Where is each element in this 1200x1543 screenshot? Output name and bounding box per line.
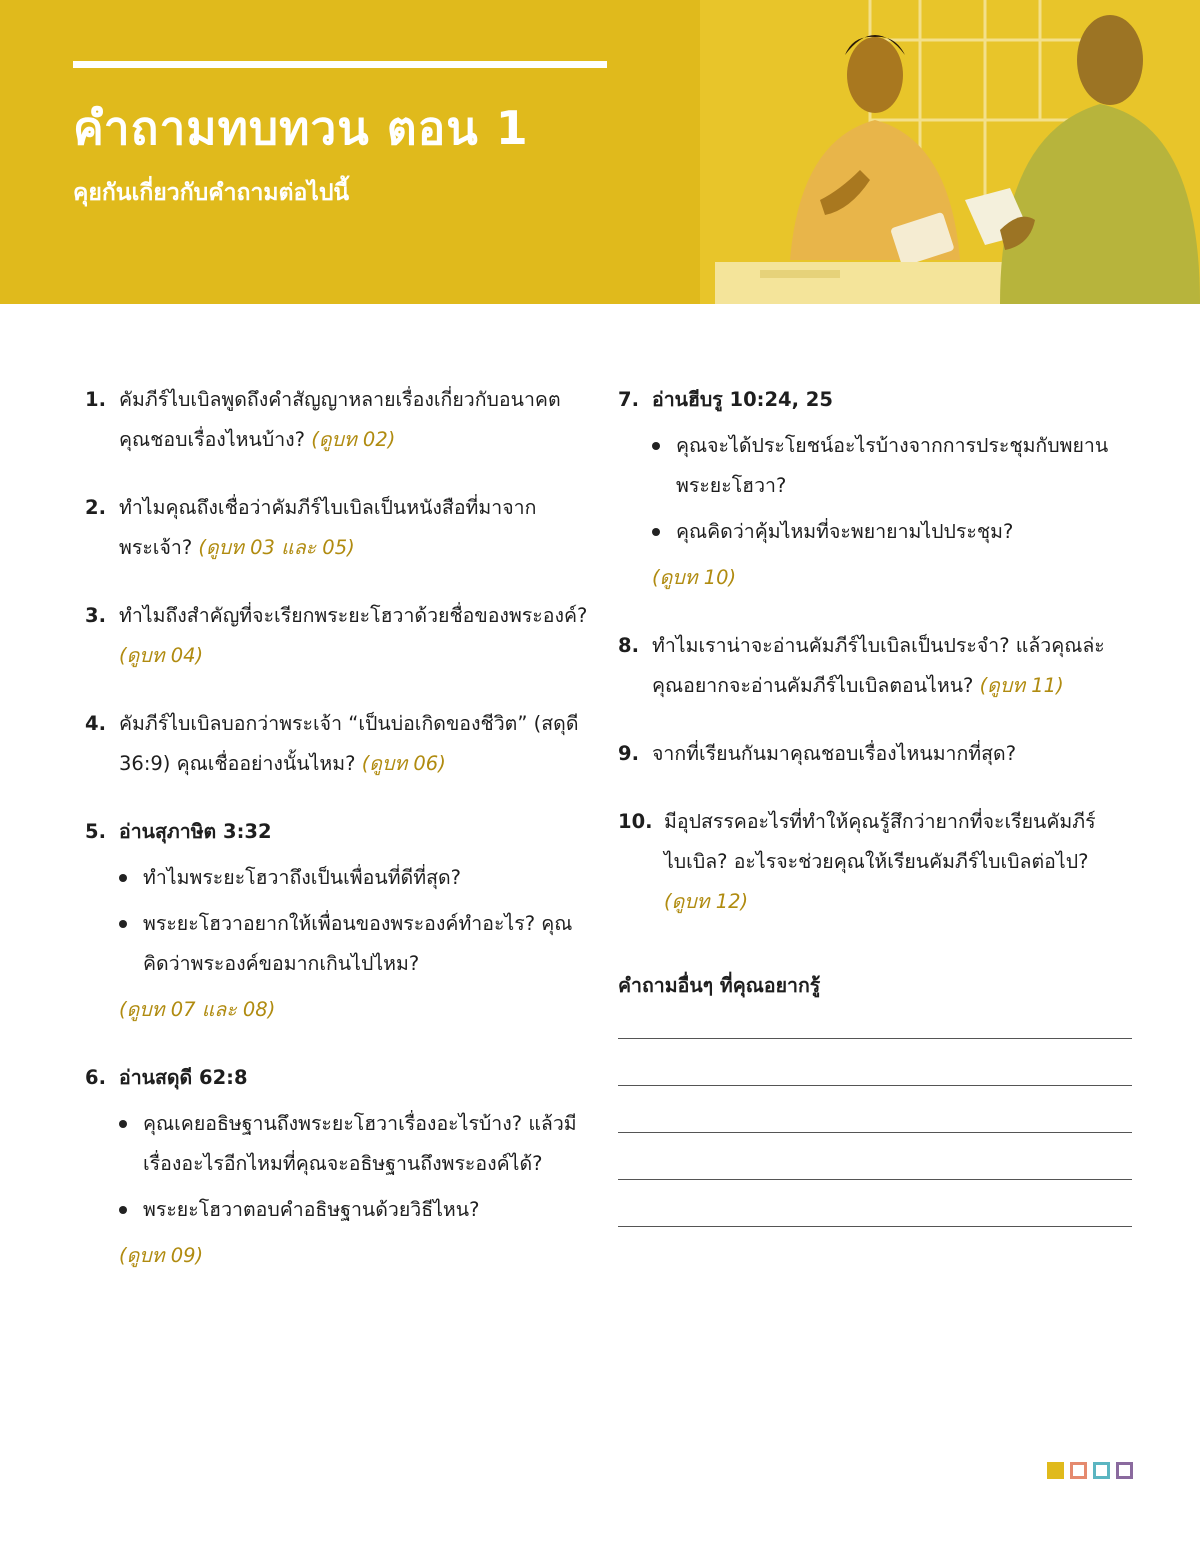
bullet-item: คุณเคยอธิษฐานถึงพระยะโฮวาเรื่องอะไรบ้าง? แล้วมีเรื่องอะไรอีกไหมที่คุณจะอธิษฐานถึงพระองค์ได้? [119, 1104, 595, 1184]
question-number: 9. [618, 742, 639, 765]
question-10 [618, 802, 1138, 922]
question-9 [618, 734, 1138, 774]
bullet-item: พระยะโฮวาอยากให้เพื่อนของพระองค์ทำอะไร? คุณคิดว่าพระองค์ขอมากเกินไปไหม? [119, 904, 595, 984]
question-number: 3. [85, 604, 106, 627]
question-number: 8. [618, 634, 639, 657]
question-number: 7. [618, 388, 639, 411]
question-number: 5. [85, 820, 106, 843]
answer-line[interactable] [618, 1085, 1132, 1086]
chapter-reference: (ดูบท 02) [311, 428, 396, 451]
answer-line[interactable] [618, 1226, 1132, 1227]
question-text: ทำไมเราน่าจะอ่านคัมภีร์ไบเบิลเป็นประจำ? แล้วคุณล่ะ คุณอยากจะอ่านคัมภีร์ไบเบิลตอนไหน? [652, 634, 1105, 697]
question-text: จากที่เรียนกันมาคุณชอบเรื่องไหนมากที่สุด? [652, 742, 1017, 765]
footer-square [1093, 1462, 1110, 1479]
bullet-list [652, 426, 1138, 552]
footer-color-squares [1047, 1462, 1133, 1479]
bullet-item: ทำไมพระยะโฮวาถึงเป็นเพื่อนที่ดีที่สุด? [119, 858, 595, 898]
questions-right-column [618, 380, 1138, 1227]
question-text: คัมภีร์ไบเบิลบอกว่าพระเจ้า “เป็นบ่อเกิดของชีวิต” (สดุดี 36:9) คุณเชื่ออย่างนั้นไหม? [119, 712, 579, 775]
footer-square [1047, 1462, 1064, 1479]
question-number: 6. [85, 1066, 106, 1089]
question-6 [85, 1058, 595, 1276]
question-number: 1. [85, 388, 106, 411]
chapter-reference: (ดูบท 06) [361, 752, 446, 775]
question-8 [618, 626, 1138, 706]
bullet-list [119, 858, 595, 984]
questions-left-column [85, 380, 595, 1276]
question-heading: อ่านสดุดี 62:8 [119, 1066, 248, 1089]
bullet-item: พระยะโฮวาตอบคำอธิษฐานด้วยวิธีไหน? [119, 1190, 595, 1230]
chapter-reference: (ดูบท 03 และ 05) [198, 536, 355, 559]
other-questions-heading: คำถามอื่นๆ ที่คุณอยากรู้ [618, 974, 821, 997]
answer-line[interactable] [618, 1179, 1132, 1180]
page-title: คำถามทบทวน ตอน 1 [73, 101, 529, 155]
study-illustration [700, 0, 1200, 304]
question-text: ทำไมคุณถึงเชื่อว่าคัมภีร์ไบเบิลเป็นหนังสือที่มาจากพระเจ้า? [119, 496, 537, 559]
footer-square [1116, 1462, 1133, 1479]
chapter-reference: (ดูบท 10) [652, 566, 737, 589]
question-text: มีอุปสรรคอะไรที่ทำให้คุณรู้สึกว่ายากที่จะเรียนคัมภีร์ไบเบิล? อะไรจะช่วยคุณให้เรียนคัมภีร์ไบเบิลต่อไป? [664, 810, 1096, 873]
question-4 [85, 704, 595, 784]
chapter-reference: (ดูบท 12) [664, 890, 749, 913]
bullet-item: คุณคิดว่าคุ้มไหมที่จะพยายามไปประชุม? [652, 512, 1138, 552]
header-banner [0, 0, 1200, 304]
bullet-item: คุณจะได้ประโยชน์อะไรบ้างจากการประชุมกับพยานพระยะโฮวา? [652, 426, 1138, 506]
chapter-reference: (ดูบท 11) [979, 674, 1064, 697]
header-rule [73, 61, 607, 68]
question-5 [85, 812, 595, 1030]
question-text: คัมภีร์ไบเบิลพูดถึงคำสัญญาหลายเรื่องเกี่ยวกับอนาคต คุณชอบเรื่องไหนบ้าง? [119, 388, 561, 451]
chapter-reference: (ดูบท 04) [119, 644, 204, 667]
question-7 [618, 380, 1138, 598]
question-heading: อ่านสุภาษิต 3:32 [119, 820, 272, 843]
question-heading: อ่านฮีบรู 10:24, 25 [652, 388, 833, 411]
question-2 [85, 488, 595, 568]
question-text: ทำไมถึงสำคัญที่จะเรียกพระยะโฮวาด้วยชื่อของพระองค์? [119, 604, 588, 627]
answer-line[interactable] [618, 1038, 1132, 1039]
bullet-list [119, 1104, 595, 1230]
question-number: 10. [618, 810, 653, 833]
question-1 [85, 380, 595, 460]
question-number: 4. [85, 712, 106, 735]
answer-lines [618, 1038, 1138, 1227]
footer-square [1070, 1462, 1087, 1479]
chapter-reference: (ดูบท 07 และ 08) [119, 998, 276, 1021]
chapter-reference: (ดูบท 09) [119, 1244, 204, 1267]
page-subtitle: คุยกันเกี่ยวกับคำถามต่อไปนี้ [73, 180, 350, 206]
answer-line[interactable] [618, 1132, 1132, 1133]
question-3 [85, 596, 595, 676]
question-number: 2. [85, 496, 106, 519]
